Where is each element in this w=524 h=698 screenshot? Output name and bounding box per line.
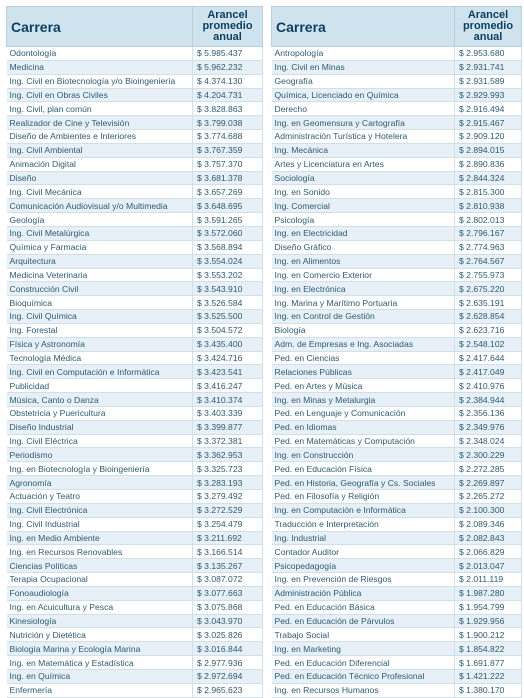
carrera-cell: Arquitectura [7,254,193,268]
carrera-cell: Artes y Licenciatura en Artes [272,157,455,171]
arancel-cell: $ 2.802.013 [455,213,522,227]
carrera-cell: Psicología [272,213,455,227]
table-row [7,545,263,559]
arancel-cell: $ 3.362.953 [193,448,263,462]
carrera-cell: Fonoaudiología [7,586,193,600]
table-row [272,213,522,227]
table-row [272,47,522,61]
table-row [272,656,522,670]
carrera-cell: Ped. en Ciencias [272,351,455,365]
arancel-cell: $ 2.265.272 [455,490,522,504]
arancel-cell: $ 1.929.956 [455,614,522,628]
arancel-cell: $ 2.929.993 [455,88,522,102]
arancel-cell: $ 2.349.976 [455,420,522,434]
column-header-carrera: Carrera [7,7,193,47]
table-row [7,282,263,296]
carrera-cell: Obstetricia y Puericultura [7,406,193,420]
carrera-cell: Ing. Civil Ambiental [7,143,193,157]
carrera-cell: Ing. en Geomensura y Cartografía [272,116,455,130]
arancel-header-line1: Arancel [467,9,509,21]
carrera-cell: Psicopedagogía [272,559,455,573]
arancel-cell: $ 2.796.167 [455,226,522,240]
table-row [272,600,522,614]
arancel-cell: $ 2.909.120 [455,130,522,144]
arancel-cell: $ 2.272.285 [455,462,522,476]
arancel-cell: $ 3.254.479 [193,517,263,531]
arancel-cell: $ 3.591.265 [193,213,263,227]
carrera-cell: Periodismo [7,448,193,462]
carrera-cell: Ped. en Educación Diferencial [272,656,455,670]
carrera-cell: Medicina [7,60,193,74]
arancel-cell: $ 1.691.877 [455,656,522,670]
table-row [7,74,263,88]
table-row [272,628,522,642]
carrera-cell: Ing. Civil en Computación e Informática [7,365,193,379]
arancel-cell: $ 2.965.623 [193,683,263,697]
arancel-cell: $ 5.962.232 [193,60,263,74]
arancel-cell: $ 3.774.688 [193,130,263,144]
arancel-cell: $ 3.399.877 [193,420,263,434]
arancel-cell: $ 3.403.339 [193,406,263,420]
carrera-cell: Ped. en Educación Básica [272,600,455,614]
carrera-cell: Administración Pública [272,586,455,600]
arancel-cell: $ 2.356.136 [455,406,522,420]
table-row [272,462,522,476]
carrera-cell: Diseño de Ambientes e Interiores [7,130,193,144]
arancel-cell: $ 3.016.844 [193,642,263,656]
carrera-cell: Ing. Civil Metalúrgica [7,226,193,240]
arancel-cell: $ 4.204.731 [193,88,263,102]
carrera-cell: Antropología [272,47,455,61]
carrera-cell: Ing. Industrial [272,531,455,545]
carrera-cell: Kinesiología [7,614,193,628]
carrera-cell: Música, Canto o Danza [7,393,193,407]
carrera-cell: Ing. en Minas y Metalurgia [272,393,455,407]
arancel-cell: $ 3.525.500 [193,310,263,324]
column-header-carrera: Carrera [272,7,455,47]
table-row [7,656,263,670]
arancel-cell: $ 3.135.267 [193,559,263,573]
carrera-cell: Sociología [272,171,455,185]
arancel-header-line1: Arancel [207,9,248,21]
arancel-cell: $ 3.372.381 [193,434,263,448]
table-row [7,47,263,61]
table-row [272,393,522,407]
arancel-cell: $ 2.300.229 [455,448,522,462]
arancel-cell: $ 3.424.716 [193,351,263,365]
carrera-cell: Ped. en Educación Técnico Profesional [272,669,455,683]
table-row [7,88,263,102]
carrera-cell: Ing. en Sonido [272,185,455,199]
arancel-cell: $ 2.815.300 [455,185,522,199]
table-row [7,296,263,310]
table-row [7,490,263,504]
table-row [272,614,522,628]
table-row [7,268,263,282]
arancel-cell: $ 3.504.572 [193,323,263,337]
arancel-cell: $ 3.087.072 [193,573,263,587]
arancel-cell: $ 3.279.492 [193,490,263,504]
table-row [272,102,522,116]
table-row [7,116,263,130]
table-row [7,600,263,614]
table-row [272,337,522,351]
carrera-cell: Ing. en Alimentos [272,254,455,268]
carrera-cell: Ing. en Biotecnología y Bioingeniería [7,462,193,476]
carrera-cell: Ing. Civil Industrial [7,517,193,531]
arancel-cell: $ 2.972.694 [193,669,263,683]
table-row [7,642,263,656]
arancel-cell: $ 3.435.400 [193,337,263,351]
carrera-cell: Ing. en Matemática y Estadística [7,656,193,670]
arancel-cell: $ 2.890.836 [455,157,522,171]
arancel-cell: $ 3.681.378 [193,171,263,185]
arancel-cell: $ 1.987.280 [455,586,522,600]
table-row [7,130,263,144]
arancel-cell: $ 3.077.663 [193,586,263,600]
table-row [272,116,522,130]
table-row [7,683,263,697]
table-row [7,365,263,379]
table-row [272,517,522,531]
arancel-cell: $ 1.900.212 [455,628,522,642]
table-row [7,213,263,227]
arancel-cell: $ 2.916.494 [455,102,522,116]
table-row [272,434,522,448]
carrera-cell: Geología [7,213,193,227]
carrera-cell: Actuación y Teatro [7,490,193,504]
table-row [7,503,263,517]
table-row [7,614,263,628]
table-row [272,296,522,310]
table-row [7,531,263,545]
arancel-cell: $ 2.100.300 [455,503,522,517]
column-header-arancel [455,7,522,47]
carrera-cell: Ing. Civil en Minas [272,60,455,74]
table-row [272,573,522,587]
arancel-cell: $ 4.374.130 [193,74,263,88]
table-row [272,503,522,517]
arancel-cell: $ 1.954.799 [455,600,522,614]
table-row [272,406,522,420]
table-row [272,74,522,88]
arancel-cell: $ 2.410.976 [455,379,522,393]
table-row [7,171,263,185]
carrera-cell: Diseño Gráfico [272,240,455,254]
table-row [7,406,263,420]
carrera-cell: Ing. en Prevención de Riesgos [272,573,455,587]
carrera-cell: Derecho [272,102,455,116]
table-row [7,240,263,254]
arancel-cell: $ 3.799.038 [193,116,263,130]
arancel-cell: $ 3.325.723 [193,462,263,476]
table-row [272,254,522,268]
table-row [7,628,263,642]
carrera-cell: Tecnología Médica [7,351,193,365]
carrera-cell: Realizador de Cine y Televisión [7,116,193,130]
carrera-cell: Ing. en Marketing [272,642,455,656]
arancel-cell: $ 2.977.936 [193,656,263,670]
carrera-cell: Relaciones Públicas [272,365,455,379]
table-row [272,490,522,504]
carrera-cell: Construcción Civil [7,282,193,296]
carrera-cell: Trabajo Social [272,628,455,642]
arancel-cell: $ 3.526.584 [193,296,263,310]
arancel-cell: $ 2.764.567 [455,254,522,268]
carrera-cell: Ped. en Artes y Música [272,379,455,393]
carrera-cell: Ing. Civil Química [7,310,193,324]
table-row [7,185,263,199]
arancel-cell: $ 2.066.829 [455,545,522,559]
arancel-cell: $ 3.211.692 [193,531,263,545]
arancel-cell: $ 3.272.529 [193,503,263,517]
table-row [272,282,522,296]
table-row [272,669,522,683]
carrera-cell: Ing. Mecánica [272,143,455,157]
table-row [7,157,263,171]
arancel-cell: $ 2.082.843 [455,531,522,545]
arancel-cell: $ 3.423.541 [193,365,263,379]
arancel-cell: $ 3.416.247 [193,379,263,393]
arancel-cell: $ 3.757.370 [193,157,263,171]
carrera-cell: Ing. en Recursos Humanos [272,683,455,697]
table-row [7,476,263,490]
carrera-cell: Ing. en Acuicultura y Pesca [7,600,193,614]
arancel-cell: $ 2.931.741 [455,60,522,74]
arancel-cell: $ 3.657.269 [193,185,263,199]
arancel-cell: $ 1.854.822 [455,642,522,656]
carrera-cell: Ing. en Construcción [272,448,455,462]
table-row [272,240,522,254]
carrera-cell: Odontología [7,47,193,61]
arancel-cell: $ 2.623.716 [455,323,522,337]
arancel-cell: $ 2.013.047 [455,559,522,573]
table-row [7,586,263,600]
carrera-cell: Ing. Civil Eléctrica [7,434,193,448]
arancel-cell: $ 2.675.220 [455,282,522,296]
carrera-cell: Biología [272,323,455,337]
tuition-table-left [6,6,263,698]
carrera-cell: Ing. Civil Electrónica [7,503,193,517]
arancel-cell: $ 1.380.170 [455,683,522,697]
tuition-table-right [271,6,522,698]
table-row [7,337,263,351]
table-row [272,310,522,324]
carrera-cell: Traducción e Interpretación [272,517,455,531]
table-row [272,143,522,157]
arancel-cell: $ 3.828.863 [193,102,263,116]
table-row [272,420,522,434]
table-row [272,157,522,171]
table-row [7,351,263,365]
arancel-cell: $ 2.931.589 [455,74,522,88]
arancel-cell: $ 2.269.897 [455,476,522,490]
arancel-cell: $ 2.774.963 [455,240,522,254]
table-row [272,379,522,393]
carrera-cell: Bioquímica [7,296,193,310]
arancel-header-line2: promedio [462,20,514,32]
arancel-cell: $ 2.953.680 [455,47,522,61]
carrera-cell: Animación Digital [7,157,193,171]
carrera-cell: Ing. Marina y Marítimo Portuaria [272,296,455,310]
arancel-cell: $ 2.894.015 [455,143,522,157]
carrera-cell: Medicina Veterinaria [7,268,193,282]
carrera-cell: Ped. en Idiomas [272,420,455,434]
carrera-cell: Ing. en Recursos Renovables [7,545,193,559]
carrera-cell: Ciencias Políticas [7,559,193,573]
table-row [7,559,263,573]
table-row [7,226,263,240]
table-row [272,531,522,545]
table-row [7,379,263,393]
table-row [272,586,522,600]
table-row [272,199,522,213]
carrera-cell: Ped. en Historia, Geografía y Cs. Sociales [272,476,455,490]
table-row [7,573,263,587]
carrera-cell: Ing. en Comercio Exterior [272,268,455,282]
arancel-cell: $ 2.915.467 [455,116,522,130]
carrera-cell: Ing. en Medio Ambiente [7,531,193,545]
column-header-arancel [193,7,263,47]
table-row [7,434,263,448]
table-row [7,143,263,157]
arancel-header-line2: promedio [202,20,253,32]
arancel-cell: $ 2.810.938 [455,199,522,213]
carrera-cell: Publicidad [7,379,193,393]
table-row [7,310,263,324]
table-row [272,226,522,240]
arancel-cell: $ 5.985.437 [193,47,263,61]
arancel-cell: $ 2.844.324 [455,171,522,185]
table-row [272,130,522,144]
carrera-cell: Comunicación Audiovisual y/o Multimedia [7,199,193,213]
carrera-cell: Química y Farmacia [7,240,193,254]
table-row [7,420,263,434]
arancel-cell: $ 2.635.191 [455,296,522,310]
arancel-cell: $ 3.568.894 [193,240,263,254]
carrera-cell: Ped. en Educación de Párvulos [272,614,455,628]
table-row [7,462,263,476]
carrera-cell: Ped. en Filosofía y Religión [272,490,455,504]
arancel-cell: $ 2.384.944 [455,393,522,407]
table-row [7,393,263,407]
arancel-cell: $ 3.572.060 [193,226,263,240]
arancel-cell: $ 3.554.024 [193,254,263,268]
carrera-cell: Química, Licenciado en Química [272,88,455,102]
table-row [272,365,522,379]
table-row [272,448,522,462]
table-row [272,268,522,282]
table-row [7,448,263,462]
carrera-cell: Nutrición y Dietética [7,628,193,642]
arancel-cell: $ 3.043.970 [193,614,263,628]
table-row [272,545,522,559]
carrera-cell: Física y Astronomía [7,337,193,351]
carrera-cell: Biología Marina y Ecología Marina [7,642,193,656]
arancel-cell: $ 3.767.359 [193,143,263,157]
table-row [272,88,522,102]
carrera-cell: Ing. Civil Mecánica [7,185,193,199]
table-row [272,351,522,365]
table-row [7,517,263,531]
carrera-cell: Adm. de Empresas e Ing. Asociadas [272,337,455,351]
arancel-cell: $ 2.417.644 [455,351,522,365]
carrera-cell: Enfermería [7,683,193,697]
carrera-cell: Ing. en Electricidad [272,226,455,240]
arancel-cell: $ 2.011.119 [455,573,522,587]
carrera-cell: Ing. en Química [7,669,193,683]
arancel-cell: $ 2.417.049 [455,365,522,379]
carrera-cell: Terapia Ocupacional [7,573,193,587]
arancel-cell: $ 3.410.374 [193,393,263,407]
arancel-cell: $ 3.166.514 [193,545,263,559]
carrera-cell: Ing. en Computación e Informática [272,503,455,517]
arancel-cell: $ 3.283.193 [193,476,263,490]
carrera-cell: Ing. Comercial [272,199,455,213]
table-row [272,185,522,199]
table-row [7,254,263,268]
arancel-header-line3: anual [213,31,242,43]
carrera-cell: Ing. en Electrónica [272,282,455,296]
carrera-cell: Ing. Civil en Biotecnología y/o Bioingeniería [7,74,193,88]
table-row [7,199,263,213]
arancel-cell: $ 2.348.024 [455,434,522,448]
carrera-cell: Ped. en Matemáticas y Computación [272,434,455,448]
arancel-cell: $ 2.628.854 [455,310,522,324]
table-row [7,60,263,74]
table-row [272,60,522,74]
arancel-cell: $ 3.075.868 [193,600,263,614]
carrera-cell: Geografía [272,74,455,88]
arancel-cell: $ 3.543.910 [193,282,263,296]
table-row [272,559,522,573]
arancel-cell: $ 1.421.222 [455,669,522,683]
carrera-cell: Diseño [7,171,193,185]
carrera-cell: Ped. en Educación Física [272,462,455,476]
arancel-cell: $ 3.648.695 [193,199,263,213]
carrera-cell: Diseño Industrial [7,420,193,434]
carrera-cell: Ing. Civil, plan común [7,102,193,116]
carrera-cell: Ing. Forestal [7,323,193,337]
table-row [7,323,263,337]
carrera-cell: Ing. en Control de Gestión [272,310,455,324]
arancel-header-line3: anual [473,31,503,43]
carrera-cell: Ped. en Lenguaje y Comunicación [272,406,455,420]
arancel-cell: $ 3.553.202 [193,268,263,282]
table-row [272,683,522,697]
table-row [7,669,263,683]
table-row [272,323,522,337]
carrera-cell: Ing. Civil en Obras Civiles [7,88,193,102]
table-row [272,476,522,490]
table-row [272,642,522,656]
arancel-cell: $ 2.755.973 [455,268,522,282]
carrera-cell: Contador Auditor [272,545,455,559]
carrera-cell: Agronomía [7,476,193,490]
arancel-cell: $ 2.548.102 [455,337,522,351]
arancel-cell: $ 2.089.346 [455,517,522,531]
arancel-cell: $ 3.025.826 [193,628,263,642]
table-row [272,171,522,185]
table-row [7,102,263,116]
carrera-cell: Administración Turística y Hotelera [272,130,455,144]
